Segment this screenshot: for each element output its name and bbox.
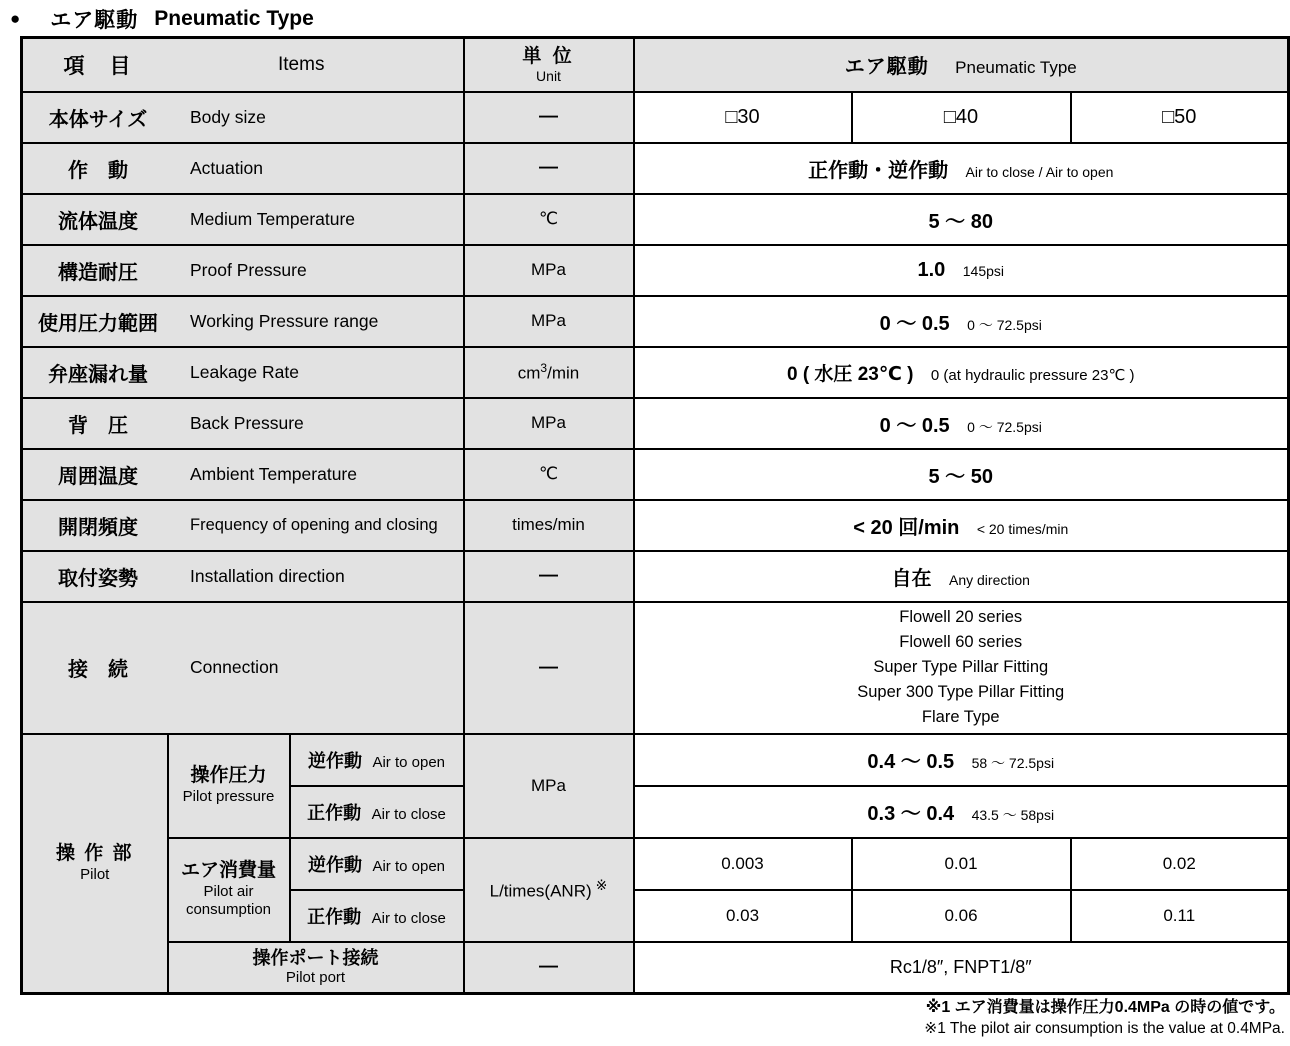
working-pressure-item-cell — [22, 296, 464, 347]
bullet-icon: ● — [10, 9, 21, 28]
medium-temp-value: 5 ～ 80 — [634, 194, 1289, 245]
pilot-consumption-open-label: 逆作動 Air to open — [290, 838, 464, 890]
actuation-value: 正作動・逆作動 Air to close / Air to open — [634, 143, 1289, 194]
actuation-en: Actuation — [190, 157, 263, 178]
frequency-item-cell — [22, 500, 464, 551]
pilot-consumption-en2: consumption — [185, 901, 272, 919]
header-value-en: Pneumatic Type — [955, 58, 1077, 78]
footnote-jp: ※1 エア消費量は操作圧力0.4MPa の時の値です。 — [925, 999, 1285, 1016]
proof-pressure-jp: 構造耐圧 — [58, 261, 138, 284]
body-size-jp: 本体サイズ — [48, 108, 148, 131]
connection-value — [634, 602, 1289, 734]
working-pressure-unit: MPa — [464, 296, 634, 347]
row-frequency — [22, 500, 1289, 551]
ambient-temp-jp: 周囲温度 — [58, 465, 138, 488]
installation-en: Installation direction — [190, 565, 345, 586]
footnote-en: ※1 The pilot air consumption is the value at 0.4MPa. — [924, 1020, 1285, 1037]
frequency-unit: times/min — [464, 500, 634, 551]
body-size-40: □40 — [852, 92, 1071, 143]
body-size-item-cell — [22, 92, 464, 143]
proof-pressure-unit: MPa — [464, 245, 634, 296]
body-size-50: □50 — [1071, 92, 1289, 143]
pilot-group-en: Pilot — [80, 865, 110, 883]
header-value-cell — [634, 38, 1289, 92]
proof-pressure-en: Proof Pressure — [190, 259, 307, 280]
row-installation — [22, 551, 1289, 602]
body-size-unit: — — [464, 92, 634, 143]
leakage-value: 0 ( 水圧 23℃ ) 0 (at hydraulic pressure 23℃ ) — [634, 347, 1289, 398]
pilot-port-jp: 操作ポート接続 — [252, 947, 379, 968]
back-pressure-en: Back Pressure — [190, 412, 304, 433]
connection-line-5: Flare Type — [921, 708, 1000, 726]
back-pressure-unit: MPa — [464, 398, 634, 449]
pilot-port-en: Pilot port — [285, 969, 346, 987]
back-pressure-item-cell — [22, 398, 464, 449]
footnotes — [924, 997, 1285, 1039]
installation-unit: — — [464, 551, 634, 602]
frequency-en: Frequency of opening and closing — [190, 515, 438, 534]
leakage-item-cell — [22, 347, 464, 398]
pilot-pressure-label-cell — [168, 734, 290, 838]
pilot-consumption-unit: L/times(ANR) ※ — [464, 838, 634, 942]
proof-pressure-item-cell — [22, 245, 464, 296]
row-connection — [22, 602, 1289, 734]
connection-en: Connection — [190, 657, 279, 677]
actuation-unit: — — [464, 143, 634, 194]
proof-pressure-value: 1.0 145psi — [634, 245, 1289, 296]
header-value-jp: エア駆動 — [844, 56, 929, 79]
row-pilot-pressure-open — [22, 734, 1289, 786]
pneumatic-spec-table — [20, 36, 1290, 995]
row-pilot-port — [22, 942, 1289, 994]
pilot-pressure-close-value: 0.3 ～ 0.4 43.5 ～ 58psi — [634, 786, 1289, 838]
pilot-pressure-unit: MPa — [464, 734, 634, 838]
table-header-row — [22, 38, 1289, 92]
pilot-consumption-open-40: 0.01 — [852, 838, 1071, 890]
installation-value: 自在 Any direction — [634, 551, 1289, 602]
pilot-consumption-open-30: 0.003 — [634, 838, 852, 890]
pilot-pressure-en: Pilot pressure — [182, 788, 275, 805]
leakage-en: Leakage Rate — [190, 361, 299, 382]
header-items-en: Items — [278, 53, 325, 75]
header-unit-cell — [464, 38, 634, 92]
connection-unit: — — [464, 602, 634, 734]
pilot-consumption-open-50: 0.02 — [1071, 838, 1289, 890]
row-working-pressure — [22, 296, 1289, 347]
connection-line-2: Flowell 60 series — [899, 633, 1023, 651]
pilot-consumption-close-30: 0.03 — [634, 890, 852, 942]
header-unit-jp: 単 位 — [522, 45, 575, 67]
pilot-consumption-close-label: 正作動 Air to close — [290, 890, 464, 942]
row-actuation — [22, 143, 1289, 194]
pilot-port-label-cell — [168, 942, 464, 994]
medium-temp-en: Medium Temperature — [190, 208, 356, 229]
pilot-pressure-close-label: 正作動 Air to close — [290, 786, 464, 838]
page-title-japanese: エア駆動 — [50, 9, 139, 32]
header-items-cell — [22, 38, 464, 92]
medium-temp-jp: 流体温度 — [58, 210, 138, 233]
pilot-consumption-label-cell — [168, 838, 290, 942]
back-pressure-value: 0 ～ 0.5 0 ～ 72.5psi — [634, 398, 1289, 449]
connection-line-1: Flowell 20 series — [899, 608, 1023, 626]
pilot-consumption-jp: エア消費量 — [180, 859, 276, 881]
ambient-temp-item-cell — [22, 449, 464, 500]
ambient-temp-value: 5 ～ 50 — [634, 449, 1289, 500]
footnote-mark: ※ — [595, 877, 608, 894]
pilot-consumption-close-40: 0.06 — [852, 890, 1071, 942]
installation-item-cell — [22, 551, 464, 602]
pilot-consumption-close-50: 0.11 — [1071, 890, 1289, 942]
ambient-temp-unit: ℃ — [464, 449, 634, 500]
connection-item-cell — [22, 602, 464, 734]
pilot-port-value: Rc1/8″, FNPT1/8″ — [634, 942, 1289, 994]
installation-jp: 取付姿勢 — [58, 567, 138, 590]
row-medium-temperature — [22, 194, 1289, 245]
connection-jp: 接 続 — [68, 659, 128, 681]
leakage-unit: $cm^3/\min$ — [464, 347, 634, 398]
row-back-pressure — [22, 398, 1289, 449]
frequency-value: < 20 回/min < 20 times/min — [634, 500, 1289, 551]
medium-temp-item-cell — [22, 194, 464, 245]
row-body-size — [22, 92, 1289, 143]
pilot-pressure-jp: 操作圧力 — [190, 765, 267, 787]
working-pressure-value: 0 ～ 0.5 0 ～ 72.5psi — [634, 296, 1289, 347]
pilot-consumption-en1: Pilot air — [203, 882, 254, 900]
header-items-jp: 項 目 — [63, 54, 133, 78]
working-pressure-en: Working Pressure range — [190, 310, 379, 331]
header-unit-en: Unit — [536, 67, 561, 84]
back-pressure-jp: 背 圧 — [68, 414, 128, 437]
page-title-english: Pneumatic Type — [154, 7, 314, 30]
actuation-jp: 作 動 — [68, 159, 128, 182]
page-title — [10, 4, 314, 34]
row-proof-pressure — [22, 245, 1289, 296]
leakage-jp: 弁座漏れ量 — [48, 363, 148, 386]
pilot-group-cell — [22, 734, 168, 994]
body-size-en: Body size — [190, 106, 266, 127]
row-pilot-consumption-open — [22, 838, 1289, 890]
connection-line-4: Super 300 Type Pillar Fitting — [857, 683, 1065, 701]
row-ambient-temperature — [22, 449, 1289, 500]
pilot-pressure-open-value: 0.4 ～ 0.5 58 ～ 72.5psi — [634, 734, 1289, 786]
body-size-30: □30 — [634, 92, 852, 143]
frequency-jp: 開閉頻度 — [58, 516, 138, 539]
row-leakage-rate — [22, 347, 1289, 398]
connection-line-3: Super Type Pillar Fitting — [873, 658, 1049, 676]
working-pressure-jp: 使用圧力範囲 — [38, 312, 158, 335]
ambient-temp-en: Ambient Temperature — [190, 463, 357, 484]
pilot-group-jp: 操 作 部 — [55, 843, 134, 864]
actuation-item-cell — [22, 143, 464, 194]
pilot-pressure-open-label: 逆作動 Air to open — [290, 734, 464, 786]
medium-temp-unit: ℃ — [464, 194, 634, 245]
pilot-port-unit: — — [464, 942, 634, 994]
